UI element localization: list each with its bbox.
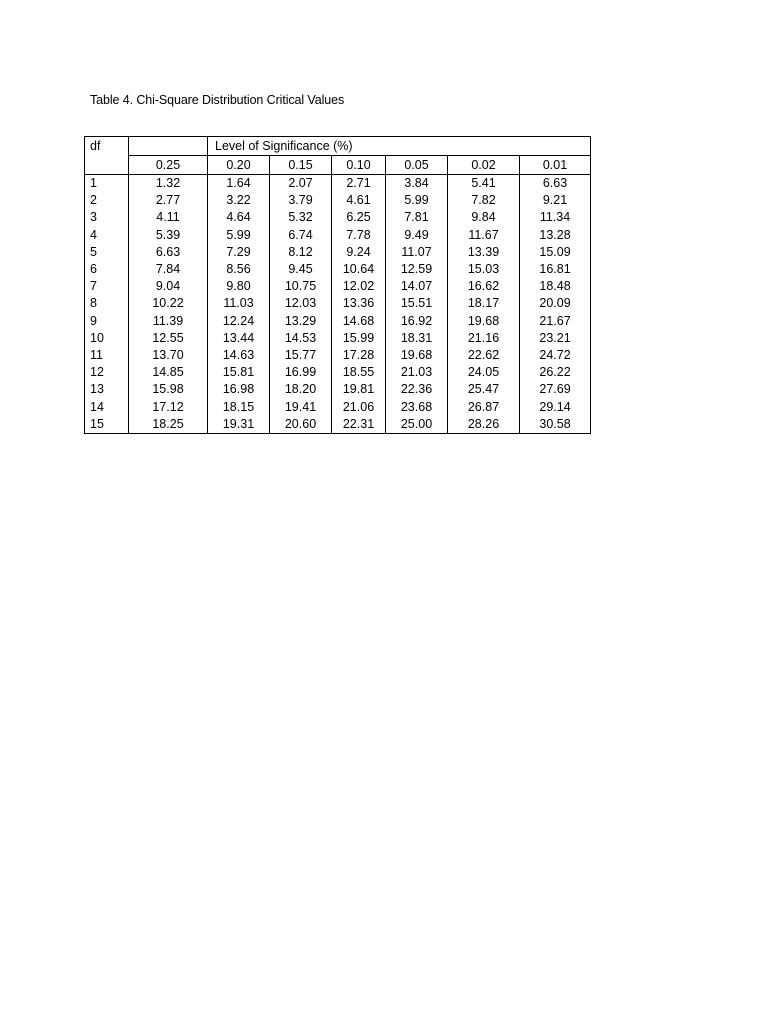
value-cell: 18.25 xyxy=(129,416,208,434)
value-cell: 2.77 xyxy=(129,192,208,209)
value-cell: 25.00 xyxy=(386,416,448,434)
df-cell: 2 xyxy=(85,192,129,209)
value-cell: 1.32 xyxy=(129,175,208,193)
value-cell: 5.39 xyxy=(129,227,208,244)
value-cell: 17.28 xyxy=(332,347,386,364)
table-row xyxy=(85,192,591,209)
value-cell: 20.60 xyxy=(270,416,332,434)
value-cell: 17.12 xyxy=(129,399,208,416)
value-cell: 15.09 xyxy=(520,244,591,261)
level-header: 0.02 xyxy=(448,156,520,175)
value-cell: 7.29 xyxy=(208,244,270,261)
value-cell: 13.44 xyxy=(208,330,270,347)
value-cell: 21.06 xyxy=(332,399,386,416)
value-cell: 11.03 xyxy=(208,295,270,312)
value-cell: 6.63 xyxy=(520,175,591,193)
value-cell: 24.72 xyxy=(520,347,591,364)
value-cell: 28.26 xyxy=(448,416,520,434)
value-cell: 12.24 xyxy=(208,313,270,330)
df-cell: 9 xyxy=(85,313,129,330)
table-row xyxy=(85,175,591,193)
value-cell: 4.64 xyxy=(208,209,270,226)
value-cell: 3.84 xyxy=(386,175,448,193)
value-cell: 9.21 xyxy=(520,192,591,209)
value-cell: 6.25 xyxy=(332,209,386,226)
value-cell: 14.07 xyxy=(386,278,448,295)
value-cell: 19.81 xyxy=(332,381,386,398)
value-cell: 15.51 xyxy=(386,295,448,312)
value-cell: 24.05 xyxy=(448,364,520,381)
table-row xyxy=(85,244,591,261)
value-cell: 22.62 xyxy=(448,347,520,364)
significance-group-header: Level of Significance (%) xyxy=(208,137,591,156)
df-cell: 3 xyxy=(85,209,129,226)
value-cell: 15.98 xyxy=(129,381,208,398)
value-cell: 26.87 xyxy=(448,399,520,416)
value-cell: 5.99 xyxy=(386,192,448,209)
table-row xyxy=(85,364,591,381)
df-header: df xyxy=(85,137,129,156)
value-cell: 13.70 xyxy=(129,347,208,364)
value-cell: 26.22 xyxy=(520,364,591,381)
value-cell: 11.39 xyxy=(129,313,208,330)
value-cell: 13.28 xyxy=(520,227,591,244)
value-cell: 8.12 xyxy=(270,244,332,261)
value-cell: 18.48 xyxy=(520,278,591,295)
value-cell: 14.53 xyxy=(270,330,332,347)
value-cell: 5.41 xyxy=(448,175,520,193)
df-cell: 11 xyxy=(85,347,129,364)
header-row-levels xyxy=(85,156,591,175)
value-cell: 29.14 xyxy=(520,399,591,416)
value-cell: 18.15 xyxy=(208,399,270,416)
value-cell: 11.07 xyxy=(386,244,448,261)
value-cell: 3.79 xyxy=(270,192,332,209)
value-cell: 15.81 xyxy=(208,364,270,381)
value-cell: 6.63 xyxy=(129,244,208,261)
table-title: Table 4. Chi-Square Distribution Critical Values xyxy=(90,93,345,107)
df-cell: 10 xyxy=(85,330,129,347)
value-cell: 30.58 xyxy=(520,416,591,434)
value-cell: 14.85 xyxy=(129,364,208,381)
value-cell: 7.81 xyxy=(386,209,448,226)
value-cell: 8.56 xyxy=(208,261,270,278)
table-row xyxy=(85,347,591,364)
value-cell: 5.32 xyxy=(270,209,332,226)
value-cell: 21.67 xyxy=(520,313,591,330)
value-cell: 7.78 xyxy=(332,227,386,244)
value-cell: 16.99 xyxy=(270,364,332,381)
value-cell: 13.29 xyxy=(270,313,332,330)
value-cell: 18.55 xyxy=(332,364,386,381)
value-cell: 9.80 xyxy=(208,278,270,295)
value-cell: 11.67 xyxy=(448,227,520,244)
value-cell: 15.03 xyxy=(448,261,520,278)
df-cell: 15 xyxy=(85,416,129,434)
value-cell: 11.34 xyxy=(520,209,591,226)
table-row xyxy=(85,209,591,226)
value-cell: 16.62 xyxy=(448,278,520,295)
value-cell: 10.75 xyxy=(270,278,332,295)
value-cell: 3.22 xyxy=(208,192,270,209)
value-cell: 1.64 xyxy=(208,175,270,193)
value-cell: 2.07 xyxy=(270,175,332,193)
value-cell: 12.59 xyxy=(386,261,448,278)
value-cell: 19.68 xyxy=(448,313,520,330)
value-cell: 12.03 xyxy=(270,295,332,312)
value-cell: 5.99 xyxy=(208,227,270,244)
value-cell: 12.02 xyxy=(332,278,386,295)
table-row xyxy=(85,278,591,295)
value-cell: 14.68 xyxy=(332,313,386,330)
level-header: 0.05 xyxy=(386,156,448,175)
df-header-spacer xyxy=(85,156,129,175)
value-cell: 10.22 xyxy=(129,295,208,312)
value-cell: 20.09 xyxy=(520,295,591,312)
table-row xyxy=(85,399,591,416)
df-cell: 13 xyxy=(85,381,129,398)
value-cell: 12.55 xyxy=(129,330,208,347)
table-row xyxy=(85,330,591,347)
df-cell: 6 xyxy=(85,261,129,278)
df-cell: 5 xyxy=(85,244,129,261)
value-cell: 27.69 xyxy=(520,381,591,398)
level-header: 0.01 xyxy=(520,156,591,175)
value-cell: 7.84 xyxy=(129,261,208,278)
table-row xyxy=(85,261,591,278)
df-cell: 14 xyxy=(85,399,129,416)
table-row xyxy=(85,295,591,312)
header-blank-cell xyxy=(129,137,208,156)
value-cell: 2.71 xyxy=(332,175,386,193)
value-cell: 18.17 xyxy=(448,295,520,312)
value-cell: 21.16 xyxy=(448,330,520,347)
value-cell: 6.74 xyxy=(270,227,332,244)
value-cell: 4.61 xyxy=(332,192,386,209)
value-cell: 9.04 xyxy=(129,278,208,295)
value-cell: 19.31 xyxy=(208,416,270,434)
value-cell: 18.20 xyxy=(270,381,332,398)
value-cell: 13.36 xyxy=(332,295,386,312)
value-cell: 15.77 xyxy=(270,347,332,364)
value-cell: 19.41 xyxy=(270,399,332,416)
df-cell: 7 xyxy=(85,278,129,295)
value-cell: 10.64 xyxy=(332,261,386,278)
level-header: 0.10 xyxy=(332,156,386,175)
value-cell: 9.24 xyxy=(332,244,386,261)
df-cell: 8 xyxy=(85,295,129,312)
value-cell: 22.31 xyxy=(332,416,386,434)
chi-square-table xyxy=(84,136,591,434)
table-row xyxy=(85,227,591,244)
value-cell: 18.31 xyxy=(386,330,448,347)
value-cell: 4.11 xyxy=(129,209,208,226)
df-cell: 4 xyxy=(85,227,129,244)
value-cell: 16.98 xyxy=(208,381,270,398)
level-header: 0.15 xyxy=(270,156,332,175)
value-cell: 9.49 xyxy=(386,227,448,244)
table-row xyxy=(85,416,591,434)
value-cell: 21.03 xyxy=(386,364,448,381)
value-cell: 25.47 xyxy=(448,381,520,398)
df-cell: 1 xyxy=(85,175,129,193)
table-row xyxy=(85,381,591,398)
value-cell: 9.45 xyxy=(270,261,332,278)
df-cell: 12 xyxy=(85,364,129,381)
value-cell: 16.81 xyxy=(520,261,591,278)
table-row xyxy=(85,313,591,330)
value-cell: 22.36 xyxy=(386,381,448,398)
level-header: 0.20 xyxy=(208,156,270,175)
value-cell: 23.68 xyxy=(386,399,448,416)
value-cell: 7.82 xyxy=(448,192,520,209)
level-header: 0.25 xyxy=(129,156,208,175)
value-cell: 15.99 xyxy=(332,330,386,347)
value-cell: 14.63 xyxy=(208,347,270,364)
value-cell: 19.68 xyxy=(386,347,448,364)
value-cell: 9.84 xyxy=(448,209,520,226)
value-cell: 13.39 xyxy=(448,244,520,261)
value-cell: 23.21 xyxy=(520,330,591,347)
header-row-group xyxy=(85,137,591,156)
value-cell: 16.92 xyxy=(386,313,448,330)
